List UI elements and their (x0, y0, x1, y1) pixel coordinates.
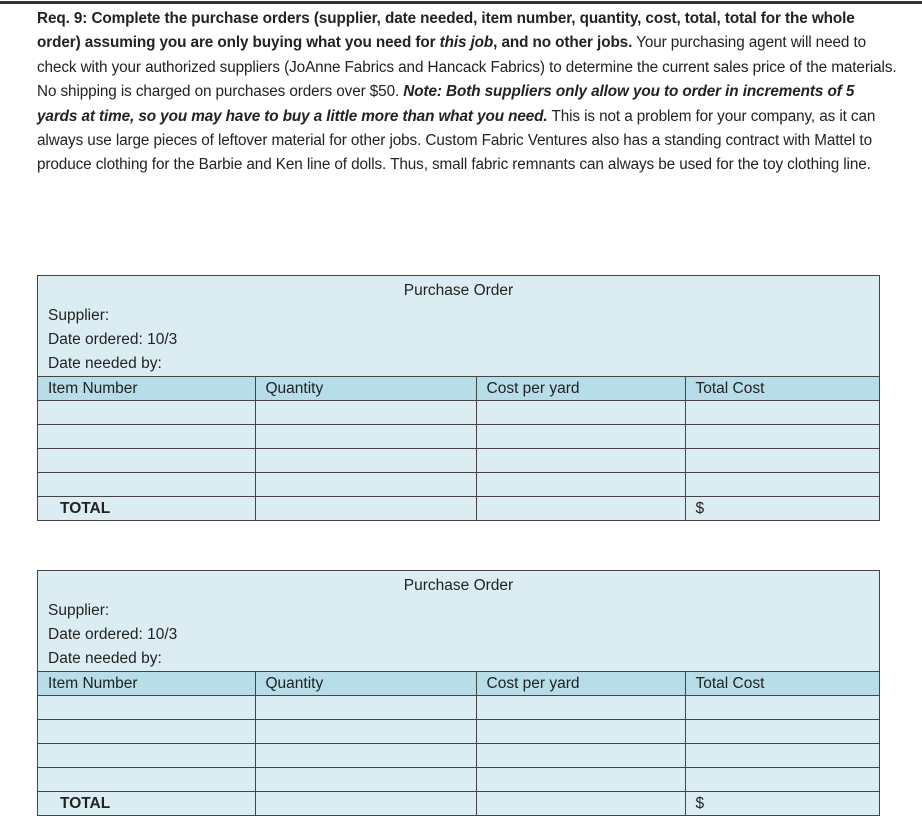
cell[interactable] (685, 696, 879, 720)
cell[interactable] (476, 497, 685, 521)
cell[interactable] (685, 473, 879, 497)
cell[interactable] (38, 744, 255, 768)
body-text: Your purchasing agent will need to check with your authorized suppliers (JoAnne Fabrics and Hancack Fabrics) to determine the current sales price of the materials. No shipping is charged on purchases orders over $50. (37, 34, 897, 101)
cell[interactable] (476, 792, 685, 816)
purchase-order-2 (37, 570, 880, 816)
po-title: Purchase Order (403, 282, 514, 299)
cell[interactable] (255, 768, 476, 792)
cell[interactable] (685, 401, 879, 425)
po-table (38, 376, 879, 520)
cell[interactable] (255, 720, 476, 744)
col-cost-per-yard: Cost per yard (476, 672, 685, 696)
table-row (38, 768, 879, 792)
cell[interactable] (685, 425, 879, 449)
total-label: TOTAL (38, 497, 255, 521)
table-row (38, 425, 879, 449)
purchase-order-1 (37, 275, 880, 521)
po-date-ordered: Date ordered: 10/3 (48, 626, 178, 643)
cell[interactable] (38, 768, 255, 792)
table-row (38, 401, 879, 425)
total-row (38, 792, 879, 816)
header-row (38, 377, 879, 401)
cell[interactable] (255, 473, 476, 497)
po-title: Purchase Order (403, 577, 514, 594)
cell[interactable] (255, 425, 476, 449)
table-row (38, 720, 879, 744)
top-border (0, 1, 922, 4)
req-emphasis: this job (439, 34, 494, 52)
total-value[interactable]: $ (685, 792, 879, 816)
cell[interactable] (255, 696, 476, 720)
total-value[interactable]: $ (685, 497, 879, 521)
req-text: Req. 9: Complete the purchase orders (supplier, date needed, item number, quantity, cost, total, total for the whole order) assuming you are only buying what you need for (37, 10, 855, 52)
total-row (38, 497, 879, 521)
cell[interactable] (38, 425, 255, 449)
po-date-ordered: Date ordered: 10/3 (48, 331, 178, 348)
total-label: TOTAL (38, 792, 255, 816)
cell[interactable] (476, 449, 685, 473)
header-row (38, 672, 879, 696)
po-supplier[interactable]: Supplier: (48, 307, 110, 324)
note-text: Note: Both suppliers only allow you to order in increments of 5 yards at time, so you may have to buy a little more than what you need. (37, 83, 855, 125)
po-date-needed[interactable]: Date needed by: (48, 650, 162, 667)
cell[interactable] (685, 720, 879, 744)
table-row (38, 744, 879, 768)
cell[interactable] (476, 744, 685, 768)
table-row (38, 696, 879, 720)
cell[interactable] (685, 768, 879, 792)
cell[interactable] (476, 768, 685, 792)
po-table (38, 671, 879, 815)
instructions-paragraph (37, 7, 897, 178)
cell[interactable] (476, 473, 685, 497)
cell[interactable] (476, 425, 685, 449)
col-quantity: Quantity (255, 377, 476, 401)
cell[interactable] (255, 401, 476, 425)
table-row (38, 449, 879, 473)
cell[interactable] (38, 696, 255, 720)
po-date-needed[interactable]: Date needed by: (48, 355, 162, 372)
cell[interactable] (38, 449, 255, 473)
cell[interactable] (476, 720, 685, 744)
cell[interactable] (255, 744, 476, 768)
col-item-number: Item Number (38, 377, 255, 401)
body-text-2: This is not a problem for your company, as it can always use large pieces of leftover material for other jobs. Custom Fabric Ventures also has a standing contract with Mattel to produce clothing for the Barbie and Ken line of dolls. Thus, small fabric remnants can always be used for the toy clothing line. (37, 107, 876, 174)
col-cost-per-yard: Cost per yard (476, 377, 685, 401)
col-total-cost: Total Cost (685, 377, 879, 401)
col-item-number: Item Number (38, 672, 255, 696)
cell[interactable] (38, 473, 255, 497)
cell[interactable] (255, 497, 476, 521)
cell[interactable] (38, 401, 255, 425)
cell[interactable] (685, 744, 879, 768)
col-total-cost: Total Cost (685, 672, 879, 696)
col-quantity: Quantity (255, 672, 476, 696)
po-supplier[interactable]: Supplier: (48, 602, 110, 619)
cell[interactable] (255, 792, 476, 816)
cell[interactable] (476, 696, 685, 720)
req-text-end: , and no other jobs. (493, 34, 633, 52)
cell[interactable] (685, 449, 879, 473)
cell[interactable] (476, 401, 685, 425)
cell[interactable] (255, 449, 476, 473)
table-row (38, 473, 879, 497)
cell[interactable] (38, 720, 255, 744)
